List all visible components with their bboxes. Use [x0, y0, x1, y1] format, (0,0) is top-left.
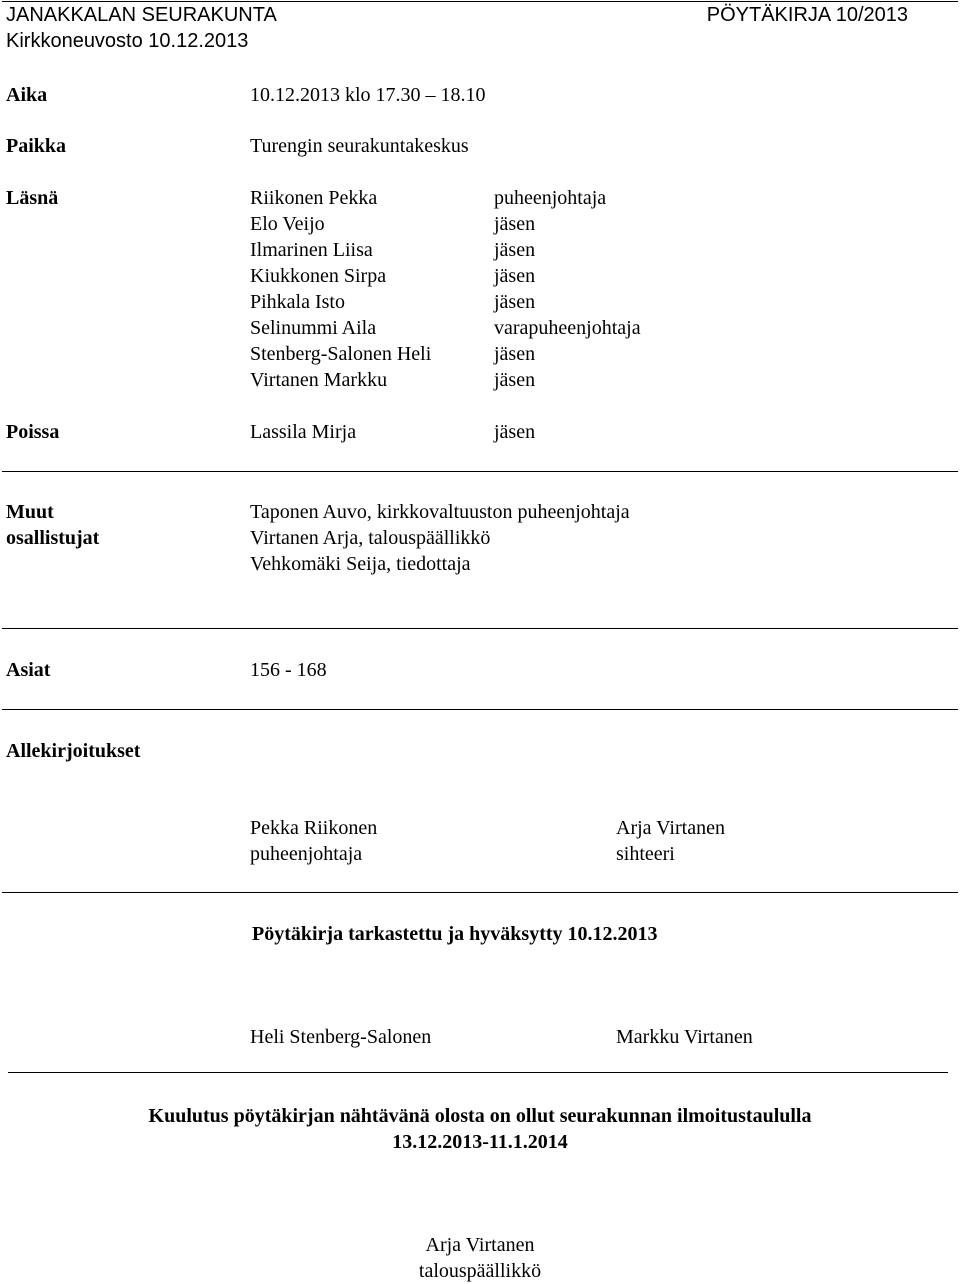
- signature-left-title: puheenjohtaja: [250, 843, 363, 865]
- asiat-label: Asiat: [6, 659, 51, 681]
- paikka-row: [0, 133, 960, 159]
- signatures-label: Allekirjoitukset: [6, 740, 141, 762]
- member-name: Pihkala Isto: [250, 291, 345, 313]
- asiat-value: 156 - 168: [250, 659, 327, 681]
- member-row: [0, 289, 960, 315]
- member-role: jäsen: [494, 213, 536, 235]
- notice-line-2: 13.12.2013-11.1.2014: [392, 1131, 568, 1153]
- member-name: Ilmarinen Liisa: [250, 239, 373, 261]
- member-role: jäsen: [494, 343, 536, 365]
- divider: [2, 892, 958, 893]
- member-role: puheenjohtaja: [494, 187, 607, 209]
- member-row: [0, 211, 960, 237]
- header-document-number: PÖYTÄKIRJA 10/2013: [706, 4, 908, 26]
- member-role: jäsen: [494, 369, 536, 391]
- checker-left-name: Heli Stenberg-Salonen: [250, 1026, 432, 1048]
- member-name: Virtanen Markku: [250, 369, 388, 391]
- member-role: jäsen: [494, 239, 536, 261]
- member-row: [0, 237, 960, 263]
- member-name: Riikonen Pekka: [250, 187, 378, 209]
- member-row: [0, 367, 960, 393]
- divider: [2, 628, 958, 629]
- aika-label: Aika: [6, 84, 48, 106]
- notice-line-1: Kuulutus pöytäkirjan nähtävänä olosta on ollut seurakunnan ilmoitustaululla: [148, 1105, 812, 1127]
- header-board-date: Kirkkoneuvosto 10.12.2013: [6, 30, 249, 52]
- member-role: jäsen: [494, 265, 536, 287]
- muut-label-line2: osallistujat: [6, 527, 100, 549]
- notice-signer-name: Arja Virtanen: [425, 1234, 535, 1256]
- muut-label-line1: Muut: [6, 501, 54, 523]
- member-role: varapuheenjohtaja: [494, 317, 641, 339]
- paikka-label: Paikka: [6, 135, 67, 157]
- divider: [2, 471, 958, 472]
- aika-value: 10.12.2013 klo 17.30 – 18.10: [250, 84, 486, 106]
- poissa-label: Poissa: [6, 421, 60, 443]
- poissa-row: [0, 419, 960, 445]
- asiat-row: [0, 657, 960, 683]
- paikka-value: Turengin seurakuntakeskus: [250, 135, 469, 157]
- header-organization: JANAKKALAN SEURAKUNTA: [6, 4, 277, 26]
- member-row: [0, 315, 960, 341]
- member-row: [0, 263, 960, 289]
- member-row: [0, 185, 960, 211]
- signature-left-name: Pekka Riikonen: [250, 817, 378, 839]
- checker-right-name: Markku Virtanen: [616, 1026, 753, 1048]
- checked-title: Pöytäkirja tarkastettu ja hyväksytty 10.12.2013: [252, 923, 658, 945]
- member-role: jäsen: [494, 291, 536, 313]
- member-name: Selinummi Aila: [250, 317, 377, 339]
- poissa-name: Lassila Mirja: [250, 421, 357, 443]
- poissa-role: jäsen: [494, 421, 536, 443]
- notice-signer-title: talouspäällikkö: [418, 1260, 542, 1282]
- divider: [8, 1072, 948, 1073]
- signature-right-name: Arja Virtanen: [616, 817, 725, 839]
- other-participant: Vehkomäki Seija, tiedottaja: [250, 553, 471, 575]
- lasna-label: Läsnä: [6, 187, 59, 209]
- member-name: Elo Veijo: [250, 213, 325, 235]
- signature-right-title: sihteeri: [616, 843, 675, 865]
- member-name: Stenberg-Salonen Heli: [250, 343, 432, 365]
- divider: [2, 709, 958, 710]
- other-participant: Taponen Auvo, kirkkovaltuuston puheenjohtaja: [250, 501, 630, 523]
- member-name: Kiukkonen Sirpa: [250, 265, 387, 287]
- other-participant: Virtanen Arja, talouspäällikkö: [250, 527, 491, 549]
- aika-row: [0, 82, 960, 108]
- member-row: [0, 341, 960, 367]
